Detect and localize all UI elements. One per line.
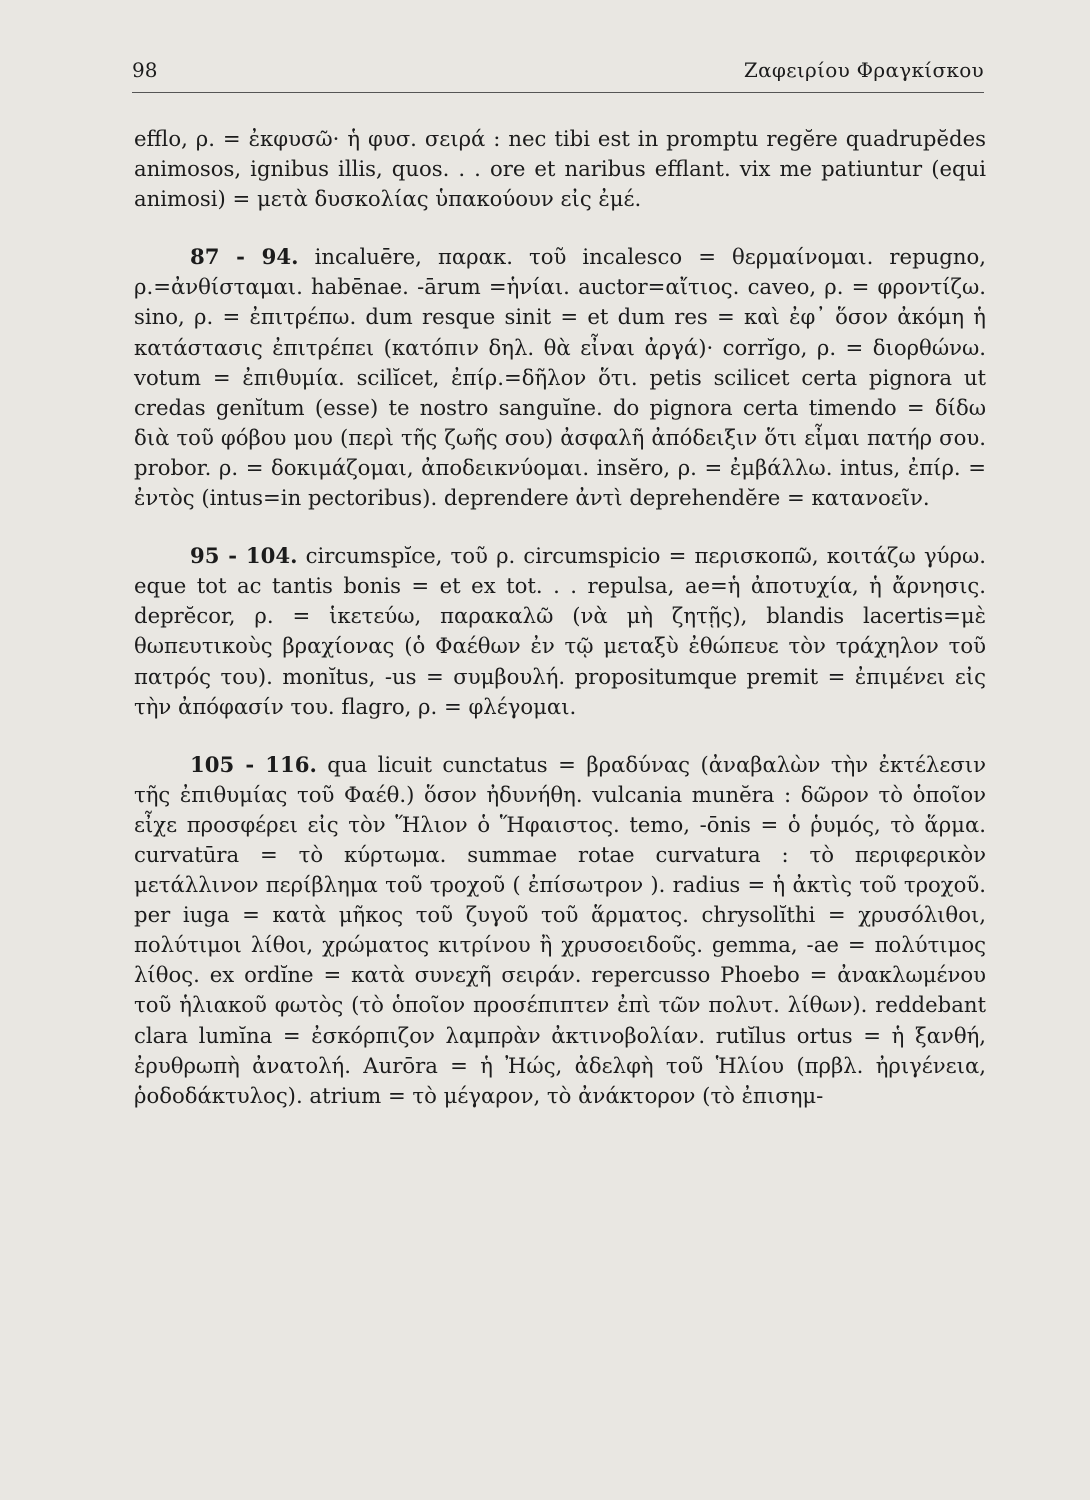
page-number: 98	[132, 58, 158, 82]
running-title: Ζαφειρίου Φραγκίσκου	[743, 58, 984, 82]
commentary-body	[134, 124, 986, 1111]
paragraph-text: efflo, ρ. = ἐκφυσῶ· ἡ φυσ. σειρά : nec tibi est in promptu regĕre quadrupĕdes animosos, ignibus illis, quos. . . ore et naribus efflant. vix me patiuntur (equi animosi) = μετὰ δυσκολίας ὑπακούουν εἰς ἐμέ.	[134, 126, 986, 212]
paragraph-text: qua licuit cunctatus = βραδύνας (ἀναβαλὼν τὴν ἐκτέλεσιν τῆς ἐπιθυμίας τοῦ Φαέθ.) ὅσον ἠδυνήθη. vulcania munĕra : δῶρον τὸ ὁποῖον εἶχε προσφέρει εἰς τὸν Ἥλιον ὁ Ἥφαιστος. temo, -ōnis = ὁ ῥυμός, τὸ ἅρμα. curvatūra = τὸ κύρτωμα. summae rotae curvatura : τὸ περιφερικὸν μετάλλινον περίβλημα τοῦ τροχοῦ ( ἐπίσωτρον ). radius = ἡ ἀκτὶς τοῦ τροχοῦ. per iuga = κατὰ μῆκος τοῦ ζυγοῦ τοῦ ἅρματος. chrysolĭthi = χρυσόλιθοι, πολύτιμοι λίθοι, χρώματος κιτρίνου ἢ χρυσοειδοῦς. gemma, -ae = πολύτιμος λίθος. ex ordĭne = κατὰ συνεχῆ σειράν. repercusso Phoebo = ἀνακλωμένου τοῦ ἡλιακοῦ φωτὸς (τὸ ὁποῖον προσέπιπτεν ἐπὶ τῶν πολυτ. λίθων). reddebant clara lumĭna = ἐσκόρπιζον λαμπρὰν ἀκτινοβολίαν. rutĭlus ortus = ἡ ξανθή, ἐρυθρωπὴ ἀνατολή. Aurōra = ἡ Ἠώς, ἀδελφὴ τοῦ Ἡλίου (πρβλ. ἠριγένεια, ῥοδοδάκτυλος). atrium = τὸ μέγαρον, τὸ ἀνάκτορον (τὸ ἐπισημ-	[134, 751, 986, 1108]
paragraph-text: circumspĭce, τοῦ ρ. circumspicio = περισκοπῶ, κοιτάζω γύρω. eque tot ac tantis bonis = et ex tot. . . repulsa, ae=ἡ ἀποτυχία, ἡ ἄρνησις. deprĕcor, ρ. = ἱκετεύω, παρακαλῶ (νὰ μὴ ζητῇς), blandis lacertis=μὲ θωπευτικοὺς βραχίονας (ὁ Φαέθων ἐν τῷ μεταξὺ ἐθώπευε τὸν τράχηλον τοῦ πατρός του). monĭtus, -us = συμβουλή. propositumque premit = ἐπιμένει εἰς τὴν ἀπόφασίν του. flagro, ρ. = φλέγομαι.	[134, 543, 986, 719]
header-rule	[132, 92, 984, 93]
running-header	[132, 58, 984, 88]
paragraph-1	[134, 124, 986, 214]
paragraph-text: incaluēre, παρακ. τοῦ incalesco = θερμαίνομαι. repugno, ρ.=ἀνθίσταμαι. habēnae. -ārum =ἡνίαι. auctor=αἴτιος. caveo, ρ. = φροντίζω. sino, ρ. = ἐπιτρέπω. dum resque sinit = et dum res = καὶ ἐφ᾽ ὅσον ἀκόμη ἡ κατάστασις ἐπιτρέπει (κατόπιν δηλ. θὰ εἶναι ἀργά)· corrĭgo, ρ. = διορθώνω. votum = ἐπιθυμία. scilĭcet, ἐπίρ.=δῆλον ὅτι. petis scilicet certa pignora ut credas genĭtum (esse) te nostro sanguĭne. do pignora certa timendo = δίδω διὰ τοῦ φόβου μου (περὶ τῆς ζωῆς σου) ἀσφαλῆ ἀπόδειξιν ὅτι εἶμαι πατήρ σου. probor. ρ. = δοκιμάζομαι, ἀποδεικνύομαι. insĕro, ρ. = ἐμβάλλω. intus, ἐπίρ. = ἐντὸς (intus=in pectoribus). deprendere ἀντὶ deprehendĕre = κατανοεῖν.	[134, 244, 986, 511]
section-number: 105 - 116.	[190, 751, 317, 777]
section-number: 87 - 94.	[190, 244, 299, 270]
paragraph-4	[134, 750, 986, 1111]
paragraph-2	[134, 242, 986, 513]
paragraph-3	[134, 541, 986, 722]
section-number: 95 - 104.	[190, 543, 298, 569]
